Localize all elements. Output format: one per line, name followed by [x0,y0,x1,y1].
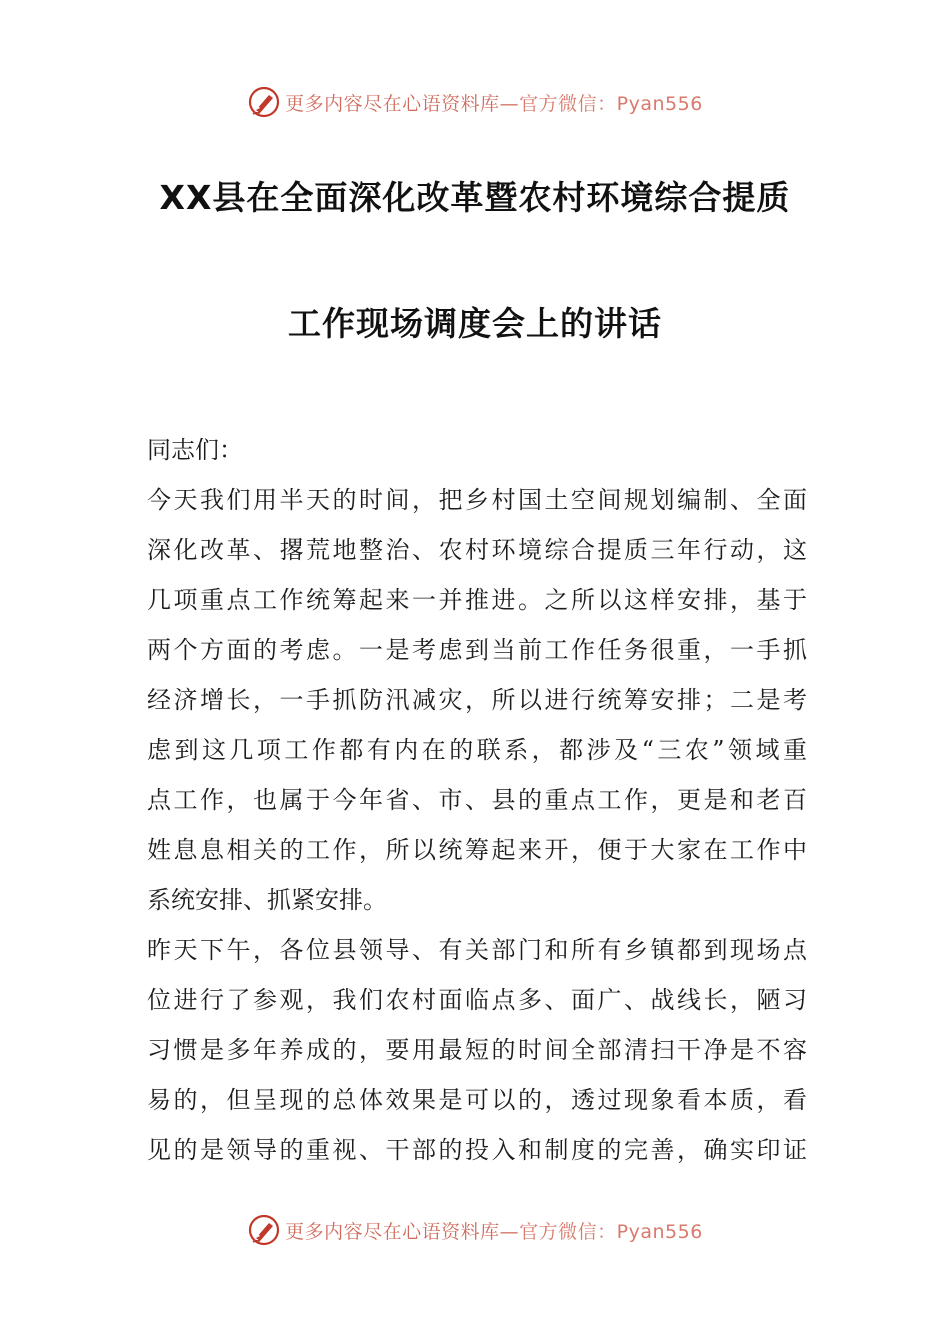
body-line: 深化改革、撂荒地整治、农村环境综合提质三年行动，这 [147,536,807,564]
body-line: 姓息息相关的工作，所以统筹起来开，便于大家在工作中 [147,836,807,864]
body-line: 位进行了参观，我们农村面临点多、面广、战线长，陋习 [147,986,807,1014]
body-line: 几项重点工作统筹起来一并推进。之所以这样安排，基于 [147,586,807,614]
body-line: 易的，但呈现的总体效果是可以的，透过现象看本质，看 [147,1086,807,1114]
document-title-line-1: XX县在全面深化改革暨农村环境综合提质 [159,178,791,217]
banner-wechat: 官方微信：Pyan556 [519,92,703,115]
body-line: 点工作，也属于今年省、市、县的重点工作，更是和老百 [147,786,807,814]
banner-dash: — [499,1220,520,1243]
footer-banner [0,1210,950,1250]
body-line: 见的是领导的重视、干部的投入和制度的完善，确实印证 [147,1136,807,1164]
body-line: 经济增长，一手抓防汛减灾，所以进行统筹安排；二是考 [147,686,807,714]
document-title-line-2: 工作现场调度会上的讲话 [288,304,662,343]
banner-text [285,89,703,116]
body-line: 两个方面的考虑。一是考虑到当前工作任务很重，一手抓 [147,636,807,664]
body-line: 虑到这几项工作都有内在的联系，都涉及“三农”领域重 [147,736,807,764]
banner-lead: 更多内容尽在心语资料库 [285,92,500,115]
body-line: 今天我们用半天的时间，把乡村国土空间规划编制、全面 [147,486,807,514]
banner-dash: — [499,92,520,115]
banner-wechat: 官方微信：Pyan556 [519,1220,703,1243]
body-line: 习惯是多年养成的，要用最短的时间全部清扫干净是不容 [147,1036,807,1064]
body-line: 系统安排、抓紧安排。 [147,886,387,914]
banner-text [285,1217,703,1244]
pen-nib-logo-icon [247,85,281,119]
pen-nib-logo-icon [247,1213,281,1247]
salutation: 同志们： [147,436,243,464]
banner-lead: 更多内容尽在心语资料库 [285,1220,500,1243]
body-line: 昨天下午，各位县领导、有关部门和所有乡镇都到现场点 [147,936,807,964]
header-banner [0,82,950,122]
